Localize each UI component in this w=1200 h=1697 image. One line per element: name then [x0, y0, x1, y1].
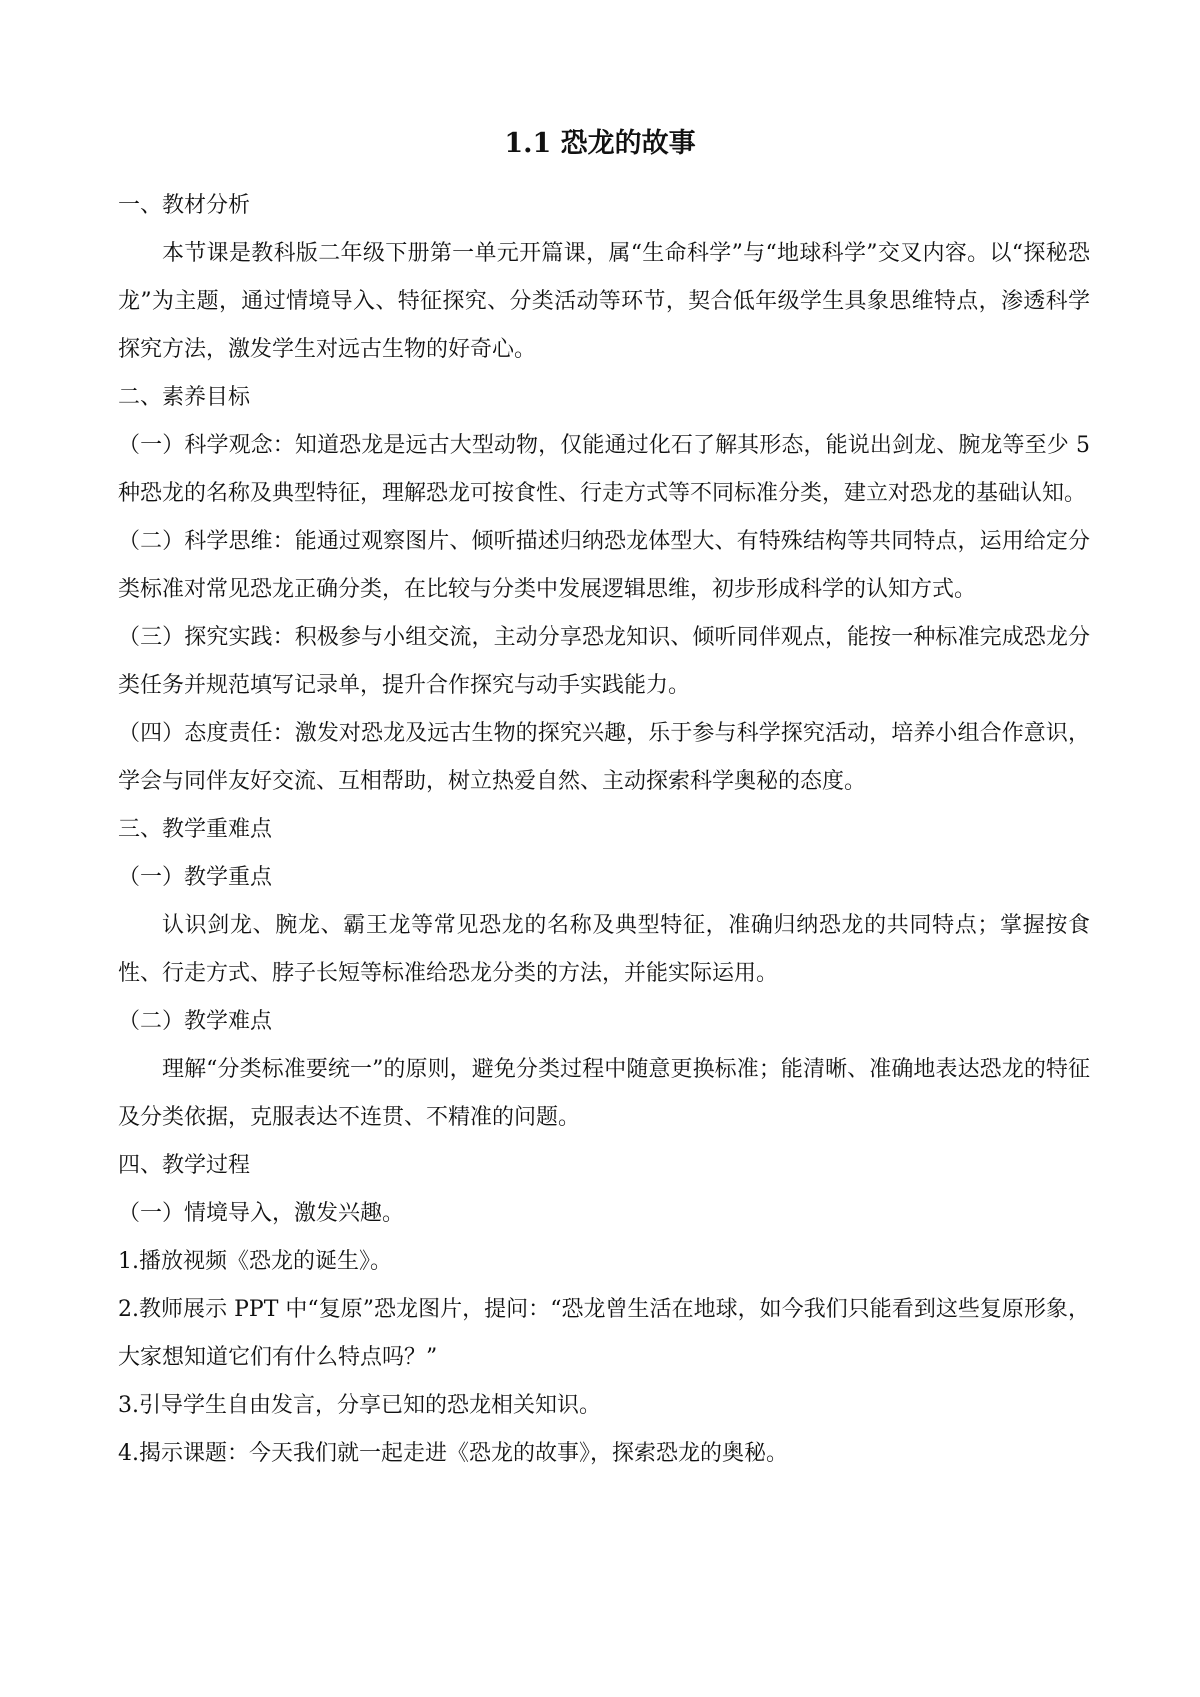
- subheading-situation-intro: （一）情境导入，激发兴趣。: [118, 1201, 405, 1226]
- section-heading-key-difficult-points: 三、教学重难点: [118, 817, 273, 842]
- subheading-key-points: （一）教学重点: [118, 865, 273, 890]
- process-step: 1.播放视频《恐龙的诞生》。: [118, 1249, 392, 1274]
- key-points-paragraph: 认识剑龙、腕龙、霸王龙等常见恐龙的名称及典型特征，准确归纳恐龙的共同特点；掌握按食性、行走方式、脖子长短等标准给恐龙分类的方法，并能实际运用。: [118, 913, 1090, 986]
- section-heading-literacy-goals: 二、素养目标: [118, 385, 251, 410]
- textbook-analysis-paragraph: 本节课是教科版二年级下册第一单元开篇课，属“生命科学”与“地球科学”交叉内容。以“探秘恐龙”为主题，通过情境导入、特征探究、分类活动等环节，契合低年级学生具象思维特点，渗透科学探究方法，激发学生对远古生物的好奇心。: [118, 241, 1090, 362]
- subheading-difficult-points: （二）教学难点: [118, 1009, 273, 1034]
- goal-scientific-concept: （一）科学观念：知道恐龙是远古大型动物，仅能通过化石了解其形态，能说出剑龙、腕龙等至少 5 种恐龙的名称及典型特征，理解恐龙可按食性、行走方式等不同标准分类，建立对恐龙的基础认知。: [118, 433, 1090, 506]
- goal-inquiry-practice: （三）探究实践：积极参与小组交流，主动分享恐龙知识、倾听同伴观点，能按一种标准完成恐龙分类任务并规范填写记录单，提升合作探究与动手实践能力。: [118, 625, 1090, 698]
- section-heading-teaching-process: 四、教学过程: [118, 1153, 251, 1178]
- document-body: [118, 182, 1090, 1478]
- goal-scientific-thinking: （二）科学思维：能通过观察图片、倾听描述归纳恐龙体型大、有特殊结构等共同特点，运用给定分类标准对常见恐龙正确分类，在比较与分类中发展逻辑思维，初步形成科学的认知方式。: [118, 529, 1090, 602]
- process-step: 4.揭示课题：今天我们就一起走进《恐龙的故事》，探索恐龙的奥秘。: [118, 1441, 788, 1466]
- process-step: 3.引导学生自由发言，分享已知的恐龙相关知识。: [118, 1393, 601, 1418]
- process-step: 2.教师展示 PPT 中“复原”恐龙图片，提问：“恐龙曾生活在地球，如今我们只能看到这些复原形象，大家想知道它们有什么特点吗？”: [118, 1297, 1090, 1370]
- goal-attitude-responsibility: （四）态度责任：激发对恐龙及远古生物的探究兴趣，乐于参与科学探究活动，培养小组合作意识，学会与同伴友好交流、互相帮助，树立热爱自然、主动探索科学奥秘的态度。: [118, 721, 1090, 794]
- document-title: 1.1 恐龙的故事: [504, 128, 696, 159]
- difficult-points-paragraph: 理解“分类标准要统一”的原则，避免分类过程中随意更换标准；能清晰、准确地表达恐龙的特征及分类依据，克服表达不连贯、不精准的问题。: [118, 1057, 1090, 1130]
- section-heading-textbook-analysis: 一、教材分析: [118, 193, 251, 218]
